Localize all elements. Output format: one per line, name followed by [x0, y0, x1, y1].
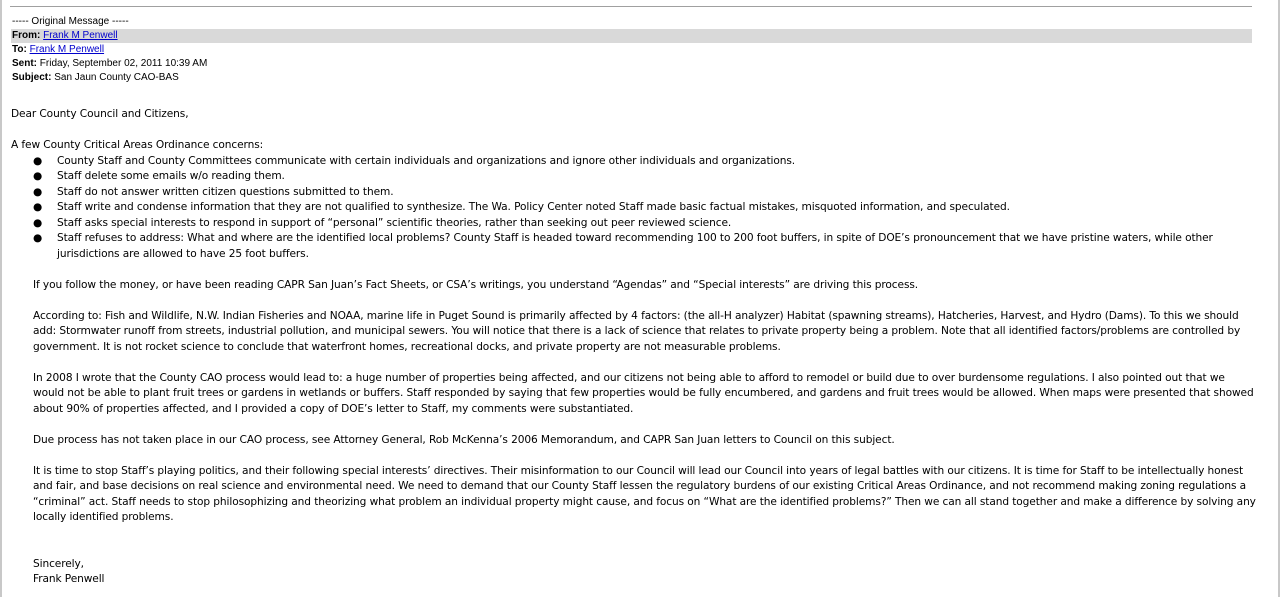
sent-row [11, 57, 1252, 71]
bullet-icon: ● [33, 185, 43, 198]
bullet-icon: ● [33, 232, 43, 244]
list-item: ● Staff do not answer written citizen questions submitted to them. [11, 185, 1256, 201]
sent-date: Friday, September 02, 2011 10:39 AM [39, 58, 208, 69]
greeting: Dear County Council and Citizens, [11, 108, 189, 120]
subject-label: Subject: [12, 72, 55, 83]
window-frame-left [0, 0, 2, 597]
to-recipient-link[interactable]: Frank M Penwell [29, 44, 105, 55]
message-header [11, 15, 1252, 85]
paragraph-due-process: Due process has not taken place in our CAO process, see Attorney General, Rob McKenna’s 2006 Memorandum, and CAPR San Juan letters to Council on this subject. [33, 433, 895, 446]
paragraph-follow-money: If you follow the money, or have been reading CAPR San Juan’s Fact Sheets, or CSA’s writings, you understand “Agendas” and “Special interests” are driving this process. [33, 278, 919, 291]
message-body [11, 107, 1256, 588]
paragraph-2008: In 2008 I wrote that the County CAO process would lead to: a huge number of properties being affected, and our citizens not being able to afford to remodel or build due to over burdensome regulations. I also pointed out that we would not be able to plant fruit trees or gardens in wetlands or buffers. Staff responded by saying that few properties would be fully encumbered, and gardens and fruit trees would be allowed. When maps were presented that showed about 90% of properties affected, and I provided a copy of DOE’s letter to Staff, my comments were substantiated. [33, 371, 1254, 415]
bullet-icon: ● [33, 201, 43, 213]
list-item: ● Staff write and condense information that they are not qualified to synthesize. The Wa. Policy Center noted Staff made basic factual mistakes, misquoted information, and speculated. [11, 200, 1256, 216]
bullet-icon: ● [33, 216, 43, 229]
bullet-icon: ● [33, 170, 43, 182]
list-item: ● County Staff and County Committees communicate with certain individuals and organizations and ignore other individuals and organizations. [11, 154, 1256, 170]
from-sender-link[interactable]: Frank M Penwell [43, 30, 118, 41]
from-row [11, 29, 1252, 43]
subject-text: San Jaun County CAO-BAS [54, 72, 179, 83]
bullet-icon: ● [33, 154, 43, 167]
paragraph-call-to-action: It is time to stop Staff’s playing politics, and their following special interests’ directives. Their misinformation to our Council will lead our Council into years of legal battles with our citizens. It is time for Staff to be intellectually honest and fair, and base decisions on real science and environmental need. We need to demand that our County Staff lessen the regulatory burdens of our existing Critical Areas Ordinance, and not recommend making zoning regulations a “criminal” act. Staff needs to stop philosophizing and theorizing what problem an individual property might cause, and focus on “What are the identified problems?” Then we can all stand together and make a difference by solving any locally identified problems. [33, 464, 1256, 523]
concerns-list [11, 154, 1256, 263]
list-item: ● Staff asks special interests to respond in support of “personal” scientific theories, rather than seeking out peer reviewed science. [11, 216, 1256, 232]
signature: Frank Penwell [33, 573, 105, 585]
header-divider [10, 6, 1252, 7]
original-message-label: ----- Original Message ----- [12, 16, 129, 27]
list-item: ● Staff refuses to address: What and where are the identified local problems? County Staff is headed toward recommending 100 to 200 foot buffers, in spite of DOE’s pronouncement that we have pristine waters, while other jurisdictions are allowed to have 25 foot buffers. [33, 232, 1213, 260]
list-item: ● Staff delete some emails w/o reading them. [11, 169, 1256, 185]
to-label: To: [12, 44, 30, 55]
sent-label: Sent: [12, 58, 40, 69]
subject-row [11, 71, 1252, 85]
from-label: From: [12, 30, 44, 41]
to-row [11, 43, 1252, 57]
closing: Sincerely, [33, 557, 84, 570]
concerns-intro: A few County Critical Areas Ordinance concerns: [11, 139, 264, 151]
paragraph-factors: According to: Fish and Wildlife, N.W. Indian Fisheries and NOAA, marine life in Puget Sound is primarily affected by 4 factors: (the all-H analyzer) Habitat (spawning streams), Hatcheries, Harvest, and Hydro (Dams). To this we should add: Stormwater runoff from streets, industrial pollution, and municipal sewers. You will notice that there is a lack of science that relates to private property being a problem. Note that all identified factors/problems are controlled by government. It is not rocket science to conclude that waterfront homes, recreational docks, and private property are not measurable problems. [33, 309, 1241, 353]
